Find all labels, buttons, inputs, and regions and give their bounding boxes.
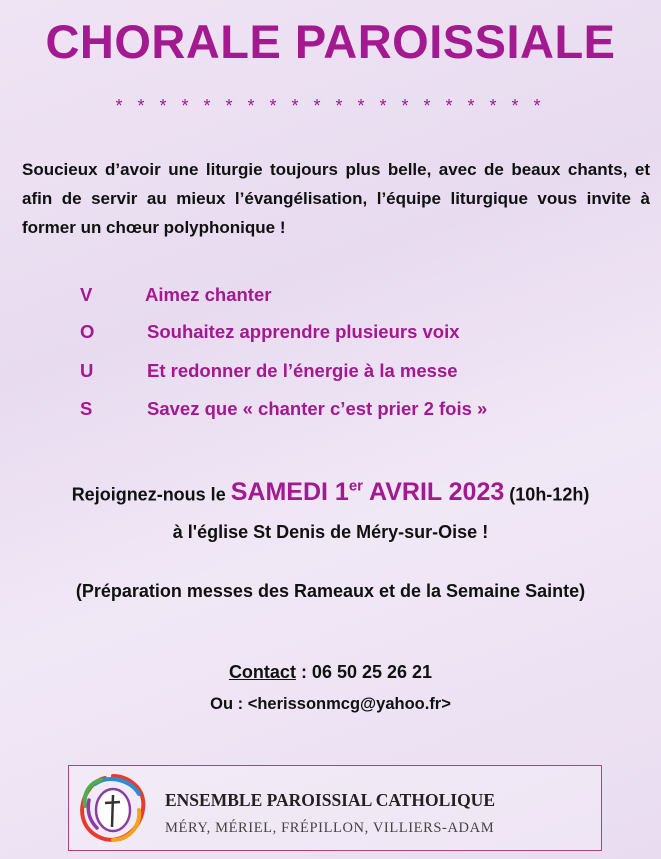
contact-alt-label: Ou :: [210, 695, 244, 713]
vous-text: Aimez chanter: [145, 284, 272, 305]
footer-towns: MÉRY, MÉRIEL, FRÉPILLON, VILLIERS-ADAM: [165, 820, 495, 836]
vous-text: Et redonner de l’énergie à la messe: [147, 360, 458, 381]
event-place: à l'église St Denis de Méry-sur-Oise !: [172, 522, 489, 542]
footer-parish-name: ENSEMBLE PAROISSIAL CATHOLIQUE: [165, 790, 495, 810]
vous-letter: U: [80, 360, 94, 381]
contact-email[interactable]: <herissonmcg@yahoo.fr>: [247, 695, 451, 713]
contact-phone: : 06 50 25 26 21: [295, 662, 433, 682]
event-date: [231, 478, 505, 506]
contact-email-line: [0, 695, 661, 714]
event-time: (10h-12h): [509, 484, 590, 505]
vous-letter: O: [80, 321, 95, 342]
page-title: CHORALE PAROISSIALE: [45, 15, 616, 68]
vous-letter: V: [80, 284, 93, 305]
vous-text: Savez que « chanter c’est prier 2 fois »: [147, 398, 488, 419]
vous-text: Souhaitez apprendre plusieurs voix: [147, 321, 460, 342]
footer-banner: [68, 765, 602, 851]
event-date-sup: er: [348, 478, 363, 495]
intro-paragraph: Soucieux d’avoir une liturgie toujours plus belle, avec de beaux chants, et afin de servir au mieux l’évangélisation, l’équipe liturgique vous invite à former un chœur polyphonique !: [22, 160, 650, 237]
event-date-line: [0, 478, 661, 507]
stars-divider: * * * * * * * * * * * * * * * * * * * *: [115, 96, 546, 116]
contact-label: Contact: [228, 662, 296, 682]
event-note: (Préparation messes des Rameaux et de la Semaine Sainte): [75, 581, 586, 601]
event-prefix: Rejoignez-nous le: [71, 484, 226, 505]
contact-line: [0, 662, 661, 683]
event-date-day: SAMEDI 1: [230, 478, 349, 507]
parish-cross-logo-icon: [75, 770, 151, 846]
event-date-month: AVRIL 2023: [363, 478, 505, 507]
vous-letter: S: [80, 398, 93, 419]
